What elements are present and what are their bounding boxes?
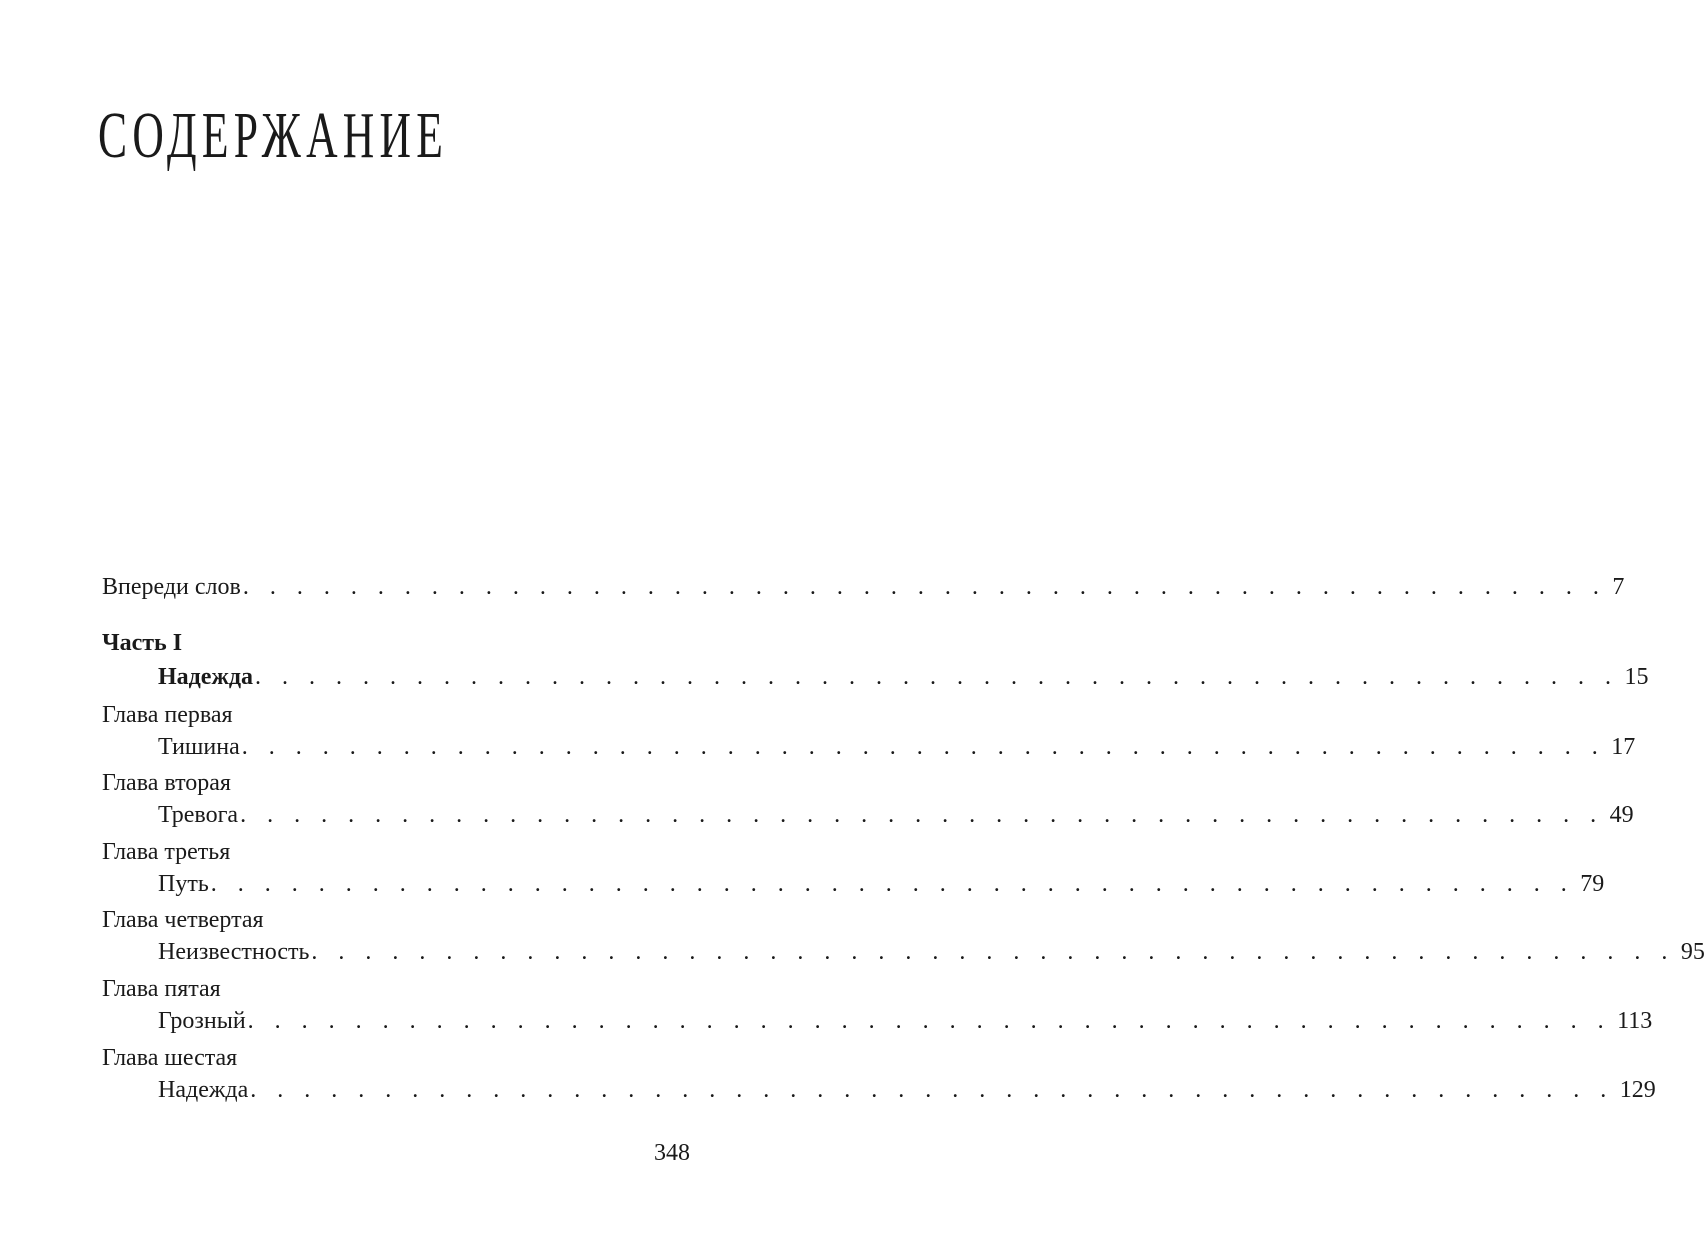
toc-page-number: 79 bbox=[1580, 871, 1605, 897]
toc-entry-title: Неизвестность bbox=[158, 939, 310, 965]
part-heading: Часть I bbox=[102, 630, 183, 656]
chapter-heading: Глава первая bbox=[102, 702, 233, 728]
dot-leader: . . . . . . . . . . . . . . . . . . . . . . . . . . . . . . . . . . . . . . . . . . . . . . . . . . . bbox=[241, 734, 1606, 760]
toc-page-number: 49 bbox=[1609, 802, 1634, 828]
dot-leader: . . . . . . . . . . . . . . . . . . . . . . . . . . . . . . . . . . . . . . . . . . . . . . . . . . . bbox=[240, 802, 1604, 828]
dot-leader: . . . . . . . . . . . . . . . . . . . . . . . . . . . . . . . . . . . . . . . . . . . . . . . . . . . bbox=[247, 1008, 1612, 1034]
toc-page-number: 95 bbox=[1680, 939, 1705, 965]
chapter-heading: Глава пятая bbox=[102, 976, 221, 1002]
toc-entry-title: Путь bbox=[158, 871, 209, 897]
toc-page-number: 113 bbox=[1617, 1008, 1653, 1034]
toc-entry-title: Надежда bbox=[158, 664, 254, 690]
dot-leader: . . . . . . . . . . . . . . . . . . . . . . . . . . . . . . . . . . . . . . . . . . . . . . . . . . . bbox=[255, 664, 1619, 690]
toc-entry-part-title[interactable] bbox=[158, 664, 1649, 700]
dot-leader: . . . . . . . . . . . . . . . . . . . . . . . . . . . . . . . . . . . . . . . . . . . . . . . . . . . bbox=[250, 1077, 1614, 1103]
chapter-heading: Глава третья bbox=[102, 839, 231, 865]
toc-page-number: 129 bbox=[1619, 1077, 1656, 1103]
toc-entry-chapter-5[interactable] bbox=[158, 1008, 1653, 1044]
toc-entry-preface[interactable] bbox=[102, 574, 1625, 610]
dot-leader: . . . . . . . . . . . . . . . . . . . . . . . . . . . . . . . . . . . . . . . . . . . . . . . . . . . bbox=[311, 939, 1675, 965]
toc-entry-title: Тревога bbox=[158, 802, 239, 828]
chapter-heading: Глава шестая bbox=[102, 1045, 238, 1071]
dot-leader: . . . . . . . . . . . . . . . . . . . . . . . . . . . . . . . . . . . . . . . . . . . . . . . . . . . bbox=[210, 871, 1575, 897]
toc-entry-chapter-2[interactable] bbox=[158, 802, 1634, 838]
toc-page-number: 15 bbox=[1624, 664, 1649, 690]
page-title: СОДЕРЖАНИЕ bbox=[98, 99, 449, 172]
toc-entry-title: Надежда bbox=[158, 1077, 249, 1103]
toc-page-number: 7 bbox=[1612, 574, 1625, 600]
dot-leader: . . . . . . . . . . . . . . . . . . . . . . . . . . . . . . . . . . . . . . . . . . . . . . . . . . . bbox=[242, 574, 1607, 600]
toc-entry-title: Грозный bbox=[158, 1008, 246, 1034]
toc-entry-chapter-3[interactable] bbox=[158, 871, 1605, 907]
toc-entry-chapter-1[interactable] bbox=[158, 734, 1636, 770]
chapter-heading: Глава вторая bbox=[102, 770, 231, 796]
chapter-heading: Глава четвертая bbox=[102, 907, 264, 933]
toc-entry-title: Впереди слов bbox=[102, 574, 241, 600]
page-number: 348 bbox=[654, 1140, 690, 1166]
toc-entry-chapter-6[interactable] bbox=[158, 1077, 1656, 1113]
toc-entry-chapter-4[interactable] bbox=[158, 939, 1705, 975]
toc-page-number: 17 bbox=[1611, 734, 1636, 760]
toc-entry-title: Тишина bbox=[158, 734, 240, 760]
